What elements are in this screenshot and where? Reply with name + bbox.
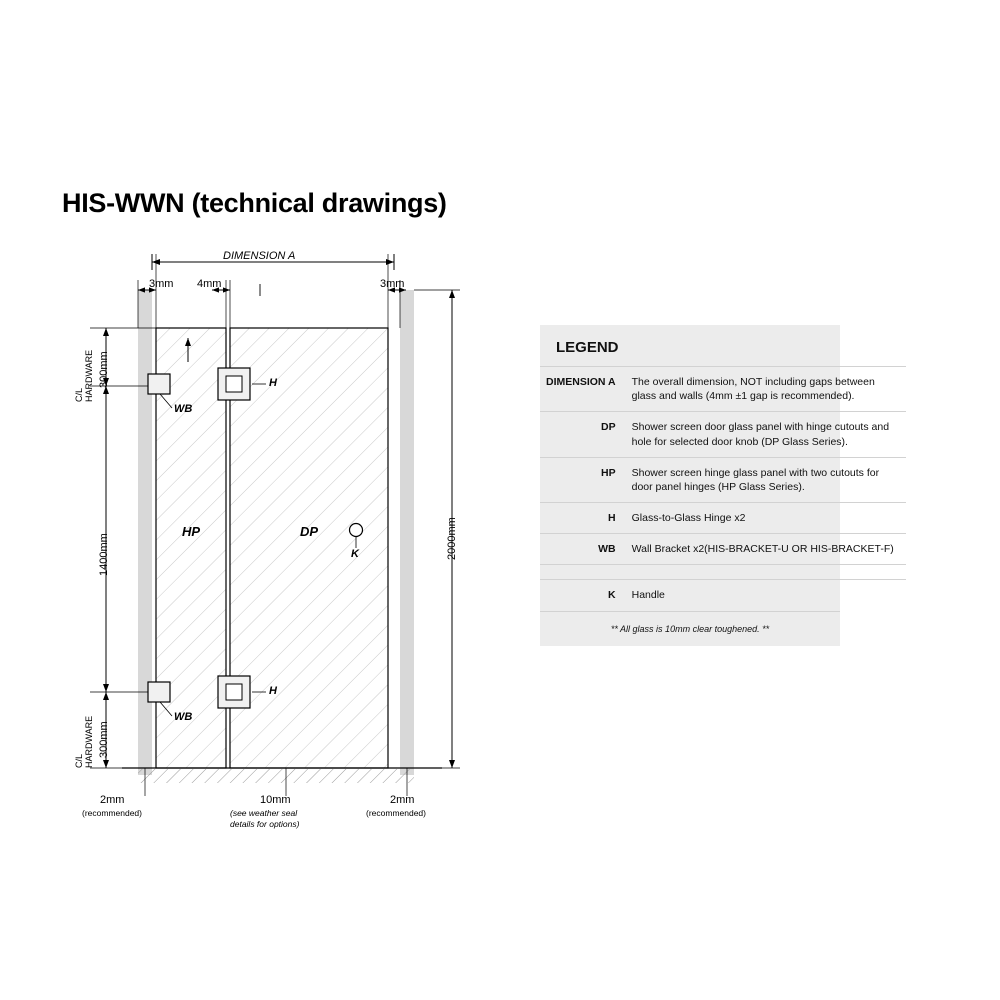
right-wall	[400, 290, 414, 775]
legend-row	[540, 367, 906, 412]
legend-key: K	[540, 580, 626, 611]
legend-row	[540, 503, 906, 534]
legend-desc: Shower screen door glass panel with hinge cutouts and hole for selected door knob (DP Glass Series).	[626, 412, 906, 457]
legend-spacer	[540, 565, 906, 580]
legend-row	[540, 534, 906, 565]
cl-hardware-bottom-label: C/L HARDWARE	[74, 715, 95, 768]
legend-key: HP	[540, 457, 626, 502]
hinge-top-label: H	[269, 377, 277, 389]
wall-bracket-top-label: WB	[174, 403, 193, 415]
legend-key: H	[540, 503, 626, 534]
legend-key: DIMENSION A	[540, 367, 626, 412]
bottom-gap-center-value: 10mm	[260, 794, 291, 806]
bottom-gap-left-value: 2mm	[100, 794, 125, 806]
wall-bracket-bottom-label: WB	[174, 711, 193, 723]
legend-desc: Shower screen hinge glass panel with two cutouts for door panel hinges (HP Glass Series).	[626, 457, 906, 502]
legend-row	[540, 457, 906, 502]
legend-desc: Handle	[626, 580, 906, 611]
legend-desc: Wall Bracket x2(HIS-BRACKET-U OR HIS-BRACKET-F)	[626, 534, 906, 565]
legend-title: LEGEND	[556, 339, 619, 356]
gap-label-4mm: 4mm	[197, 278, 222, 290]
cl-hardware-top-label: C/L HARDWARE	[74, 349, 95, 402]
legend-row	[540, 412, 906, 457]
technical-drawing	[60, 240, 520, 840]
door-panel-label: DP	[300, 524, 319, 539]
gap-label-3mm-right: 3mm	[380, 278, 405, 290]
bottom-gap-right-value: 2mm	[390, 794, 415, 806]
legend-table	[540, 366, 906, 611]
handle-hole	[350, 524, 363, 537]
dim-2000: 2000mm	[446, 517, 458, 560]
legend-panel	[540, 325, 894, 646]
floor-hatch	[138, 769, 414, 783]
legend-key: DP	[540, 412, 626, 457]
page-title: HIS-WWN (technical drawings)	[62, 188, 447, 218]
dim-300-bottom: 300mm	[98, 721, 110, 758]
legend-footnote: ** All glass is 10mm clear toughened. **	[540, 611, 840, 646]
bottom-gap-right-note: (recommended)	[366, 808, 426, 818]
legend-key: WB	[540, 534, 626, 565]
door-panel-glass	[230, 328, 388, 768]
legend-desc: Glass-to-Glass Hinge x2	[626, 503, 906, 534]
bottom-gap-center-note: (see weather seal details for options)	[230, 808, 300, 830]
hinge-bottom-label: H	[269, 685, 277, 697]
dimension-a-label: DIMENSION A	[223, 250, 296, 262]
legend-row	[540, 580, 906, 611]
legend-desc: The overall dimension, NOT including gaps between glass and walls (4mm ±1 gap is recommended).	[626, 367, 906, 412]
dim-300-top: 300mm	[98, 351, 110, 388]
dim-1400: 1400mm	[98, 533, 110, 576]
handle-label: K	[351, 548, 359, 560]
wall-bracket-bottom	[148, 682, 170, 702]
gap-label-3mm-left: 3mm	[149, 278, 174, 290]
wall-bracket-top	[148, 374, 170, 394]
hinge-panel-label: HP	[182, 524, 201, 539]
bottom-gap-left-note: (recommended)	[82, 808, 142, 818]
